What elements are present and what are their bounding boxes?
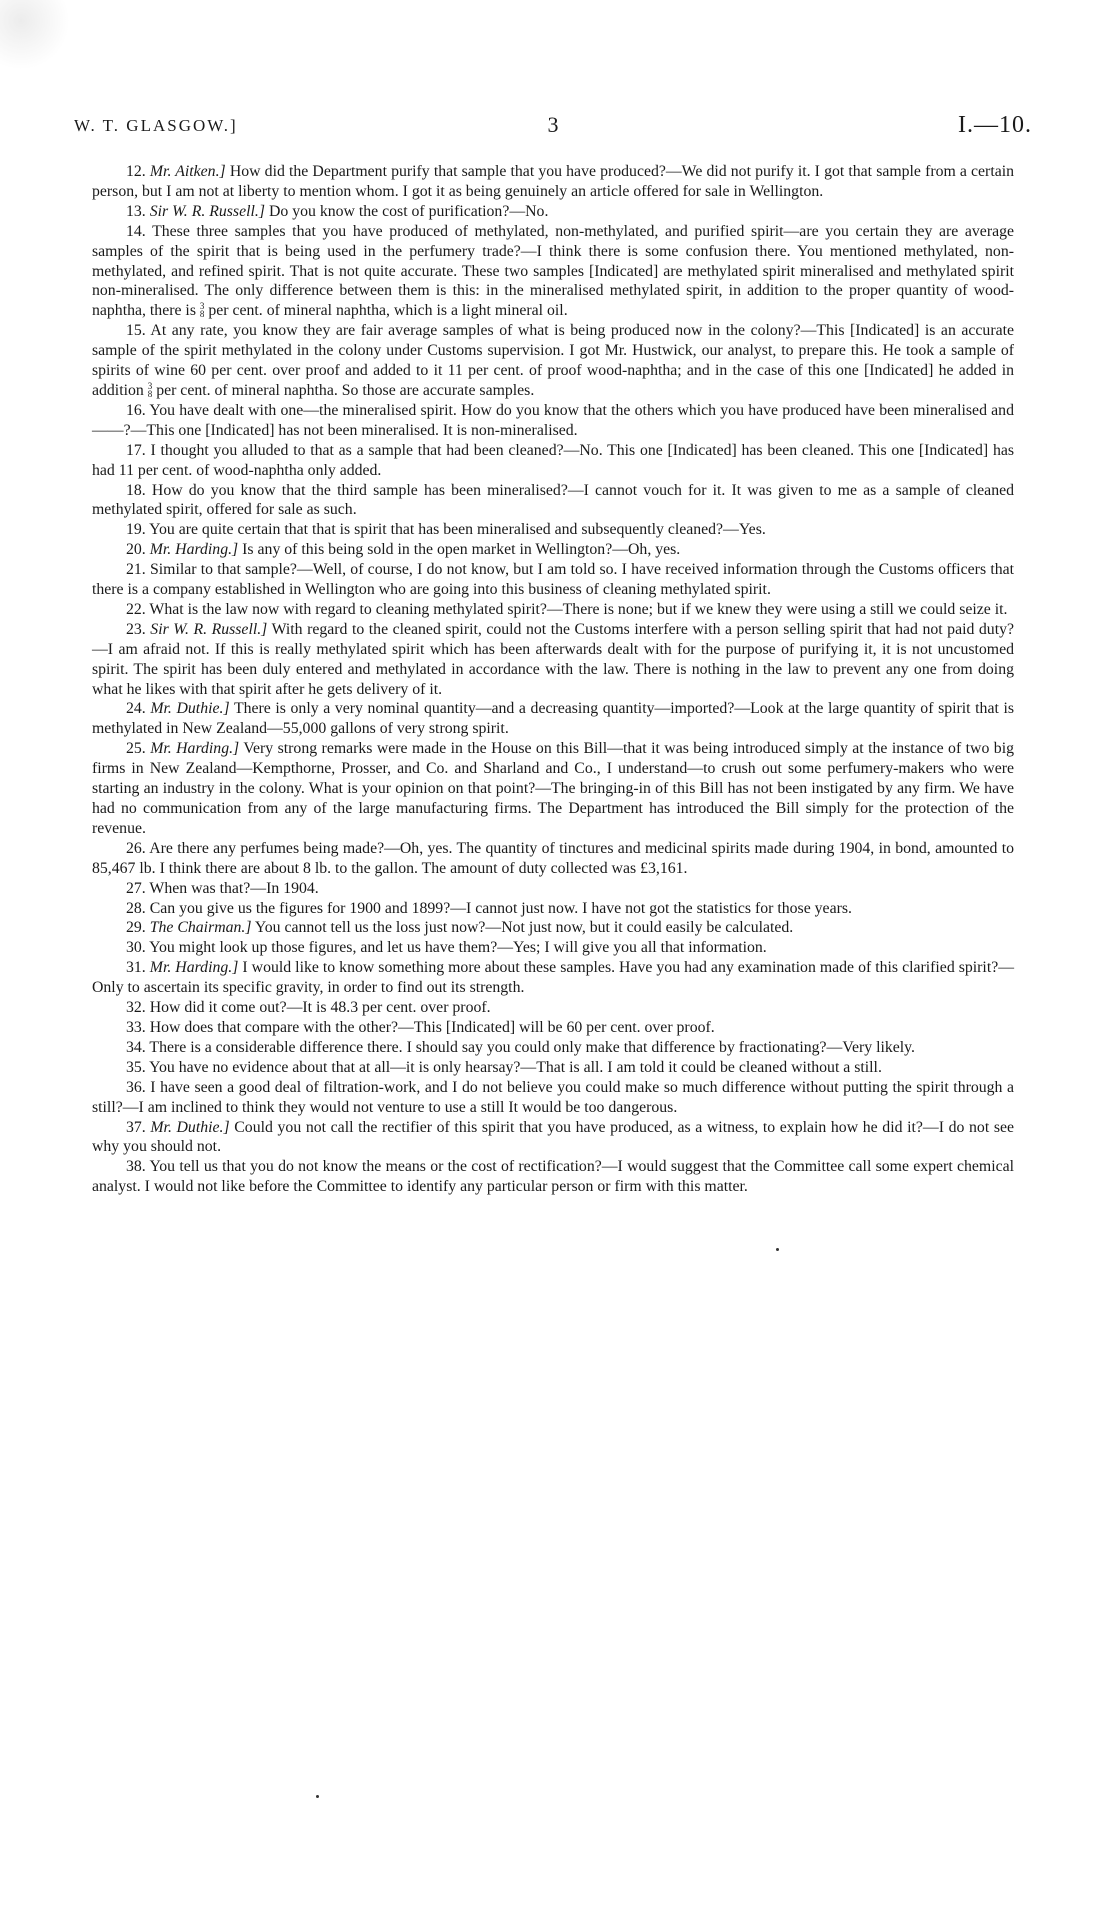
question-answer-text: When was that?—In 1904. — [149, 879, 319, 897]
minutes-of-evidence — [92, 162, 1014, 1197]
ink-speck — [776, 1248, 779, 1251]
question-number: 26. — [126, 839, 146, 857]
question-paragraph — [92, 998, 1014, 1018]
question-paragraph — [92, 560, 1014, 600]
question-answer-text-continued: per cent. of mineral naphtha. So those are accurate samples. — [156, 381, 535, 399]
question-number: 27. — [126, 879, 146, 897]
question-number: 33. — [126, 1018, 146, 1036]
corner-smudge — [0, 0, 70, 70]
question-paragraph — [92, 1058, 1014, 1078]
question-answer-text: How does that compare with the other?—This [Indicated] will be 60 per cent. over proof. — [149, 1018, 715, 1036]
question-paragraph — [92, 540, 1014, 560]
question-answer-text: There is only a very nominal quantity—and a decreasing quantity—imported?—Look at the large quantity of spirit that is methylated in New Zealand—55,000 gallons of very strong spirit. — [92, 700, 1015, 738]
question-answer-text-continued: per cent. of mineral naphtha, which is a light mineral oil. — [208, 302, 568, 320]
speaker-name: Sir W. R. Russell.] — [150, 620, 268, 638]
speaker-name: The Chairman.] — [149, 919, 252, 937]
question-number: 25. — [126, 740, 146, 758]
document-reference: I.—10. — [958, 112, 1032, 138]
question-answer-text: You cannot tell us the loss just now?—Not just now, but it could easily be calculated. — [254, 919, 794, 937]
question-paragraph — [92, 1118, 1014, 1158]
question-paragraph — [92, 958, 1014, 998]
question-answer-text: What is the law now with regard to cleaning methylated spirit?—There is none; but if we knew they were using a still we could seize it. — [149, 600, 1008, 618]
question-paragraph — [92, 839, 1014, 879]
question-number: 34. — [126, 1038, 146, 1056]
question-number: 37. — [126, 1118, 146, 1136]
question-paragraph — [92, 739, 1014, 839]
question-number: 30. — [126, 939, 146, 957]
question-answer-text: Similar to that sample?—Well, of course, I do not know, but I am told so. I have received information through the Customs officers that there is a company established in Wellington who are going into this business of cleaning methylated spirit. — [92, 561, 1015, 599]
question-answer-text: Are there any perfumes being made?—Oh, yes. The quantity of tinctures and medicinal spirits made during 1904, in bond, amounted to 85,467 lb. I think there are about 8 lb. to the gallon. The amount of duty collected was £3,161. — [92, 839, 1015, 877]
question-paragraph — [92, 1157, 1014, 1197]
question-answer-text: Do you know the cost of purification?—No. — [268, 202, 549, 220]
speaker-name: Mr. Harding.] — [150, 740, 240, 758]
question-number: 31. — [126, 959, 146, 977]
question-number: 15. — [126, 322, 146, 340]
question-answer-text: I thought you alluded to that as a sample that had been cleaned?—No. This one [Indicated] has been cleaned. This one [Indicated] has had 11 per cent. of wood-naphtha only added. — [92, 441, 1014, 479]
question-number: 32. — [126, 999, 146, 1017]
question-number: 14. — [126, 222, 146, 240]
question-number: 18. — [126, 481, 146, 499]
question-number: 13. — [126, 202, 146, 220]
question-answer-text: Can you give us the figures for 1900 and 1899?—I cannot just now. I have not got the statistics for those years. — [149, 899, 852, 917]
speaker-name: Mr. Harding.] — [149, 959, 239, 977]
question-answer-text: At any rate, you know they are fair average samples of what is being produced now in the colony?—This [Indicated] is an accurate sample of the spirit methylated in the colony under Customs supervision. I got Mr. Hustwick, our analyst, to prepare this. He took a sample of spirits of wine 60 per cent. over proof and added to it 11 per cent. of proof wood-naphtha; and in the case of this one [Indicated] he added in addition — [92, 322, 1014, 399]
question-number: 23. — [126, 620, 146, 638]
question-paragraph — [92, 620, 1014, 700]
ink-speck — [316, 1795, 319, 1798]
question-number: 24. — [126, 700, 146, 718]
question-answer-text: Could you not call the rectifier of this spirit that you have produced, as a witness, to explain how he did it?—I do not see why you should not. — [92, 1118, 1015, 1156]
question-number: 36. — [126, 1078, 146, 1096]
question-answer-text: How do you know that the third sample has been mineralised?—I cannot vouch for it. It was given to me as a sample of cleaned methylated spirit, offered for sale as such. — [92, 481, 1015, 519]
question-paragraph — [92, 520, 1014, 540]
question-paragraph — [92, 879, 1014, 899]
question-paragraph — [92, 481, 1014, 521]
question-paragraph — [92, 699, 1014, 739]
fraction-denominator: 8 — [199, 309, 205, 320]
question-answer-text: With regard to the cleaned spirit, could not the Customs interfere with a person selling spirit that had not paid duty?—I am afraid not. If this is really methylated spirit which has been afterwards dealt with for the purpose of purifying it, it is not uncustomed spirit. The spirit has been duly entered and methylated in accordance with the law. There is nothing in the law to prevent any one from doing what he likes with that spirit after he gets delivery of it. — [92, 620, 1014, 698]
question-answer-text: I have seen a good deal of filtration-work, and I do not believe you could make so much difference without putting the spirit through a still?—I am inclined to think they would not venture to use a still It would be too dangerous. — [92, 1078, 1014, 1116]
question-answer-text: You might look up those figures, and let us have them?—Yes; I will give you all that information. — [149, 939, 767, 957]
question-number: 28. — [126, 899, 146, 917]
question-answer-text: You tell us that you do not know the means or the cost of rectification?—I would suggest that the Committee call some expert chemical analyst. I would not like before the Committee to identify any particular person or firm with this matter. — [92, 1158, 1014, 1196]
fraction-denominator: 8 — [147, 388, 153, 399]
header-witness-name: W. T. GLASGOW.] — [74, 116, 238, 135]
question-number: 38. — [126, 1158, 146, 1176]
question-paragraph — [92, 202, 1014, 222]
speaker-name: Mr. Duthie.] — [150, 1118, 230, 1136]
fraction-numerator: 3 — [147, 380, 153, 391]
question-answer-text: You are quite certain that that is spirit that has been mineralised and subsequently cleaned?—Yes. — [149, 521, 766, 539]
question-number: 16. — [126, 401, 146, 419]
question-answer-text: How did the Department purify that sample that you have produced?—We did not purify it. I got that sample from a certain person, but I am not at liberty to mention whom. I got it as being genuinely an article offered for sale in Wellington. — [92, 163, 1015, 200]
question-answer-text: These three samples that you have produced of methylated, non-methylated, and purified spirit—are you certain they are average samples of the spirit that is being used in the perfumery trade?—I think there is some confusion there. You mentioned methylated, non-methylated, and refined spirit. That is not quite accurate. These two samples [Indicated] are methylated spirit mineralised and methylated spirit non-mineralised. The only difference between them is this: in the mineralised methylated spirit, in addition to the proper quantity of wood-naphtha, there is — [92, 222, 1015, 320]
question-paragraph — [92, 600, 1014, 620]
question-paragraph — [92, 222, 1014, 322]
page-number: 3 — [547, 112, 559, 137]
question-paragraph — [92, 441, 1014, 481]
question-paragraph — [92, 918, 1014, 938]
question-paragraph — [92, 1078, 1014, 1118]
question-answer-text: How did it come out?—It is 48.3 per cent. over proof. — [149, 999, 491, 1017]
question-answer-text: There is a considerable difference there. I should say you could only make that difference by fractionating?—Very likely. — [149, 1038, 915, 1056]
question-number: 20. — [126, 541, 146, 559]
fraction — [148, 382, 153, 398]
question-number: 12. — [126, 163, 146, 180]
question-paragraph — [92, 321, 1014, 401]
question-number: 17. — [126, 441, 146, 459]
question-number: 22. — [126, 600, 146, 618]
question-answer-text: Is any of this being sold in the open market in Wellington?—Oh, yes. — [242, 541, 681, 559]
page-header — [74, 112, 1032, 142]
question-paragraph — [92, 899, 1014, 919]
question-paragraph — [92, 1018, 1014, 1038]
question-number: 29. — [126, 919, 146, 937]
question-answer-text: Very strong remarks were made in the House on this Bill—that it was being introduced simply at the instance of two big firms in New Zealand—Kempthorne, Prosser, and Co. and Sharland and Co., I understand—to crush out some perfumery-makers who were starting an industry in the colony. What is your opinion on that point?—The bringing-in of this Bill has not been instigated by any firm. We have had no communication from any of the large manufacturing firms. The Department has introduced the Bill simply for the protection of the revenue. — [92, 740, 1014, 837]
question-answer-text: You have dealt with one—the mineralised spirit. How do you know that the others which you have produced have been mineralised and——?—This one [Indicated] has not been mineralised. It is non-mineralised. — [92, 401, 1014, 439]
question-paragraph — [92, 162, 1014, 202]
question-paragraph — [92, 401, 1014, 441]
speaker-name: Mr. Duthie.] — [150, 700, 230, 718]
question-paragraph — [92, 1038, 1014, 1058]
fraction-numerator: 3 — [199, 301, 205, 312]
question-paragraph — [92, 938, 1014, 958]
question-number: 21. — [126, 561, 146, 579]
speaker-name: Mr. Harding.] — [149, 541, 239, 559]
question-number: 35. — [126, 1058, 146, 1076]
question-number: 19. — [126, 521, 146, 539]
speaker-name: Mr. Aitken.] — [149, 163, 226, 180]
question-answer-text: I would like to know something more about these samples. Have you had any examination made of this clarified spirit?—Only to ascertain its specific gravity, in order to find out its strength. — [92, 959, 1015, 997]
fraction — [200, 302, 205, 318]
question-answer-text: You have no evidence about that at all—it is only hearsay?—That is all. I am told it could be cleaned without a still. — [149, 1058, 882, 1076]
speaker-name: Sir W. R. Russell.] — [149, 202, 265, 220]
